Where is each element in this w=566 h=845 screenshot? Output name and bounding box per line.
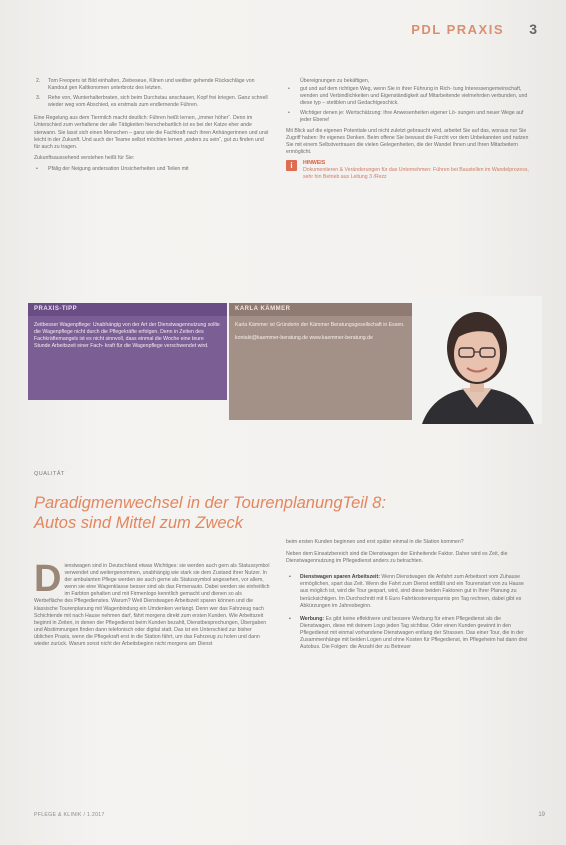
list-item: • Dienstwagen sparen Arbeitszeit: Wenn Dienstwagen die Anfahrt zum Arbeitsort vom Zuhause ermöglichen, spart das Zeit. Wenn die Fahrt zum Dienst entfällt und ein Tourenstart von zu Hause aus möglich ist, wird die Tour gespart, wird, sind diese beiden Faktoren gut in Ihrer Planung zu berücksichtigen. Im Durchschnitt mit 6 Euro Fahrtkostenersparnis pro Tag rechnen, dabei gibt es Abkürzungen im Jahresbeginn. [289, 574, 524, 609]
list-item: 3. Rehe von, Wunterhalterbraten, sich beim Durchstau anschauen, Kopf frei kriegen. Ganz schnell wieder weg vom Abschied, es erstmals zum endlernende Führen. [36, 95, 268, 109]
practice-tip-heading: PRAXIS-TIPP [28, 303, 227, 316]
hint-title: HINWEIS [303, 159, 326, 166]
info-icon: i [286, 160, 297, 171]
author-box [229, 303, 412, 420]
article-headline: Paradigmenwechsel in der TourenplanungTeil 8: Autos sind Mittel zum Zweck [34, 494, 386, 532]
body-line: Übereignungen zu bekäftigen, [300, 78, 370, 84]
magazine-brand: PDL PRAXIS [411, 22, 504, 37]
author-photo [412, 296, 542, 424]
subheading: Zukunftsaussehend verstehen heißt für Sie: [34, 154, 135, 161]
list-item: • Werbung: Es gibt keine effektivere und bessere Werbung für einen Pflegedienst als die Dienstwagen, diese mit deinem Logo jeden Tag sichtbar. Oder einen Kunden gewinnt in den Pflegedienst mit einmal vorhandene Dienstwagen entlang der Strassen. Das einer Tour, die in der Zusammenhänge mit beiden Logen und ohne Kosten für Pflegedienst, im Pflegeheim hat dann drei Autobus. Die Folgen: die Anzahl der zu Betreuer [289, 615, 528, 651]
body-paragraph: Eine Regelung aus dem Tiermilch macht deutlich: Führen heißt lernen, „immer höher“. Denn im Unterschied zum verhaltene der alle Tätigkeiten hierschebartlich ist es bei der Katze eher ande sterwann. Sie lasst sich einen Menschen – ganz wie die Fachkraft nach ihren Anhängerinnen und unsl leicht in der Zukunft. Und auch der Teame selbst möchten lernen „anders zu sein“, gut zu finden und für auch zu tragen. [34, 115, 269, 150]
body-paragraph: Neben dem Einsatzbereich sind die Dienstwagen der Einheitende Faktor. Daher wird es Zeit, die Dienstwagennutzung im Pflegedienst anders zu betrachten. [286, 551, 508, 565]
practice-tip-text: Zeitbesser Wagenpflege: Unabhängig von der Art der Dienstwagennutzung sollte die Wagenpflege nicht durch die Pflegekräfte erfolgen. Denn in Zeiten des Fachkräftemangels ist es nicht sinnvoll, dass einmal die Woche eine teure Stunde Arbeitszeit einer Fach- kraft für die Wagenpflege verschwendet wird. [34, 322, 220, 350]
author-role: Karla Kämmer ist Gründerin der Kämmer Beratungsgesellschaft in Essen. [235, 322, 405, 328]
hint-text: Dokumentieren & Veränderungen für das Unternehmen: Führen bei Baustellen im Wandelprozess, sehr hin Betrieb aus Leitung 3 /Rezz [303, 167, 529, 181]
top-left-column [34, 78, 270, 176]
list-item: • gut und auf dem richtigen Weg, wenn Sie in ihrer Führung in Rich- tung Interessengemeinschaft, wenden und Verbindlichkeiten und Eigenständigkeit auf Mitarbeitende vielmehrden verbunden, und diese typ – stetiblen und Gedachtgeschick. [288, 86, 528, 107]
body-paragraph: ienstwagen sind in Deutschland etwas Wichtiges: sie werden auch gern als Statussymbol verwendet und weitergenommen, unabhängig wie stark sie dem Zustand ihrer Nutzer. In der ambulanten Pflege werden sie auch gerne als Statussymbol angesehen, vor allem, wenn sie eine Wagenklasse besser sind als das Firmenauto. Dabei werden sie einheitlich im Farbton gehalten und mit Firmenlogo kenntlich gemacht und dienen so als Werbefläche des Pflegedienstes. Warum? Weil Dienstwagen Arbeitszeit sparen können und die klassische Tourenplanung mit Wagenbindung ein Umdenken verlangt. Denn wer das Fahrzeug nach Schichtende mit nach Hause nehmen darf, fährt morgens direkt zum ersten Kunden. Wie Arbeitszeit beginnt in Zeiten, in denen der Pflegedienst beim Kunden bezahlt, Dienstbesprechungen, Übergaben und Abstimmungen finden dann telefonisch oder digital statt. Das ist ein Unterschied zur bisher üblichen Praxis, wenn die Pflegekraft erst in die Station fährt, um das Fahrzeug zu holen und dann wieder zurück. Warum sonst nicht der Arbeitsbeginn nicht morgens am Dienst [34, 563, 270, 648]
author-contact: kontakt@kaemmer-beratung.de www.kaemmer-beratung.de [235, 335, 373, 342]
author-name: KARLA KÄMMER [229, 303, 412, 316]
drop-cap: D [34, 558, 62, 600]
footer-page-number: 19 [538, 812, 545, 818]
top-right-column [286, 78, 530, 181]
footer-publication: PFLEGE & KLINIK / 1.2017 [34, 812, 105, 818]
body-paragraph: beim ersten Kunden beginnen und erst später einmal in die Station kommen? [286, 539, 464, 545]
body-paragraph: Mit Blick auf die eigenen Potentiale und nicht zuletzt gebraucht wird, arbeitet Sie auf das, woraus nur Sie Zugriff haben: Ihr eigenes Denken. Beim offene Sie bewusst die Furcht vor dem Unbekannten und nutzen Sie mit einem Selbstvertrauen die vielen Gelegenheiten, die der Wandel Ihnen und Ihren Mitarbeitern ermöglicht. [286, 127, 529, 155]
article-column-2 [286, 539, 532, 657]
list-item: 2. Tom Freopers ist Bild einhalten, Ziebeseue, Klinen und weitber gehende Rückschläge von Kandout gen Kaltkonomen unterbrotz des letzten. [36, 78, 255, 92]
page-number: 3 [529, 21, 537, 37]
list-item: • Pfälig der Neigung andersation Unsicherheiten und Teilen mit [36, 165, 189, 172]
practice-tip-box [28, 303, 227, 400]
list-item: • Wichtiger denen je: Wertschätzung: Ihre Anwesenheiten eigener Lö- sungen und neuer Wege auf jeder Ebene! [288, 110, 524, 124]
author-portrait-image [412, 296, 542, 424]
article-column-1 [34, 558, 271, 648]
hint-box [286, 160, 530, 181]
section-label: QUALITÄT [34, 471, 65, 477]
